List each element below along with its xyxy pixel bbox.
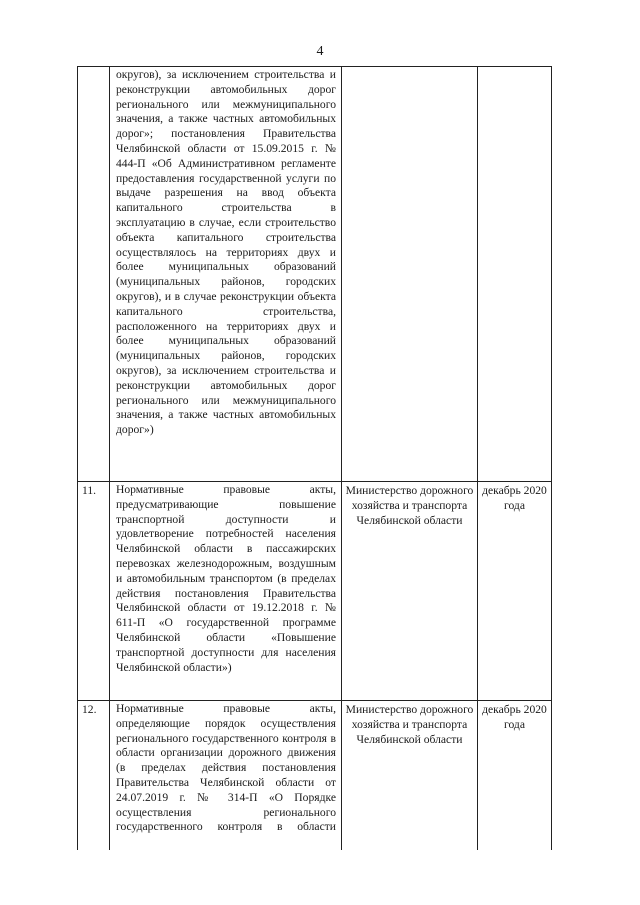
row-title [110, 67, 342, 482]
table-row [78, 701, 552, 851]
table-row [78, 67, 552, 482]
row-title-text: Нормативные правовые акты, определяющие порядок осуществления регионального государственного контроля в области организации дорожного движения (в пределах действия постановления Правительства Челябинской области от 24.07.2019 г. № 314-П «О Порядке осуществления регионального государственного контроля в области [116, 702, 336, 834]
row-number [78, 67, 110, 482]
row-executor [342, 67, 478, 482]
row-number: 12. [78, 701, 110, 851]
row-term: декабрь 2020 года [478, 701, 552, 851]
page-number: 4 [316, 44, 324, 59]
row-number: 11. [78, 482, 110, 701]
row-term [478, 67, 552, 482]
row-term: декабрь 2020 года [478, 482, 552, 701]
row-title-text: Нормативные правовые акты, предусматривающие повышение транспортной доступности и удовлетворение потребностей населения Челябинской области в пассажирских перевозках железнодорожным, воздушным и автомобильным транспортом (в пределах действия постановления Правительства Челябинской области от 19.12.2018 г. № 611-П «О государственной программе Челябинской области «Повышение транспортной доступности для населения Челябинской области») [116, 483, 336, 674]
row-executor: Министерство дорожного хозяйства и транспорта Челябинской области [342, 701, 478, 851]
table-row [78, 482, 552, 701]
row-title [110, 482, 342, 701]
row-title [110, 701, 342, 851]
row-executor: Министерство дорожного хозяйства и транспорта Челябинской области [342, 482, 478, 701]
document-table [77, 66, 552, 850]
row-title-text: округов), за исключением строительства и реконструкции автомобильных дорог регионального или межмуниципального значения, а также частных автомобильных дорог»; постановления Правительства Челябинской области от 15.09.2015 г. № 444-П «Об Административном регламенте предоставления государственной услуги по выдаче разрешения на ввод объекта капитального строительства в эксплуатацию в случае, если строительство объекта капитального строительства осуществлялось на территориях двух и более муниципальных образований (муниципальных районов, городских округов), и в случае реконструкции объекта капитального строительства, расположенного на территориях двух и более муниципальных образований (муниципальных районов, городских округов), за исключением строительства и реконструкции автомобильных дорог регионального или межмуниципального значения, а также частных автомобильных дорог») [116, 68, 336, 437]
